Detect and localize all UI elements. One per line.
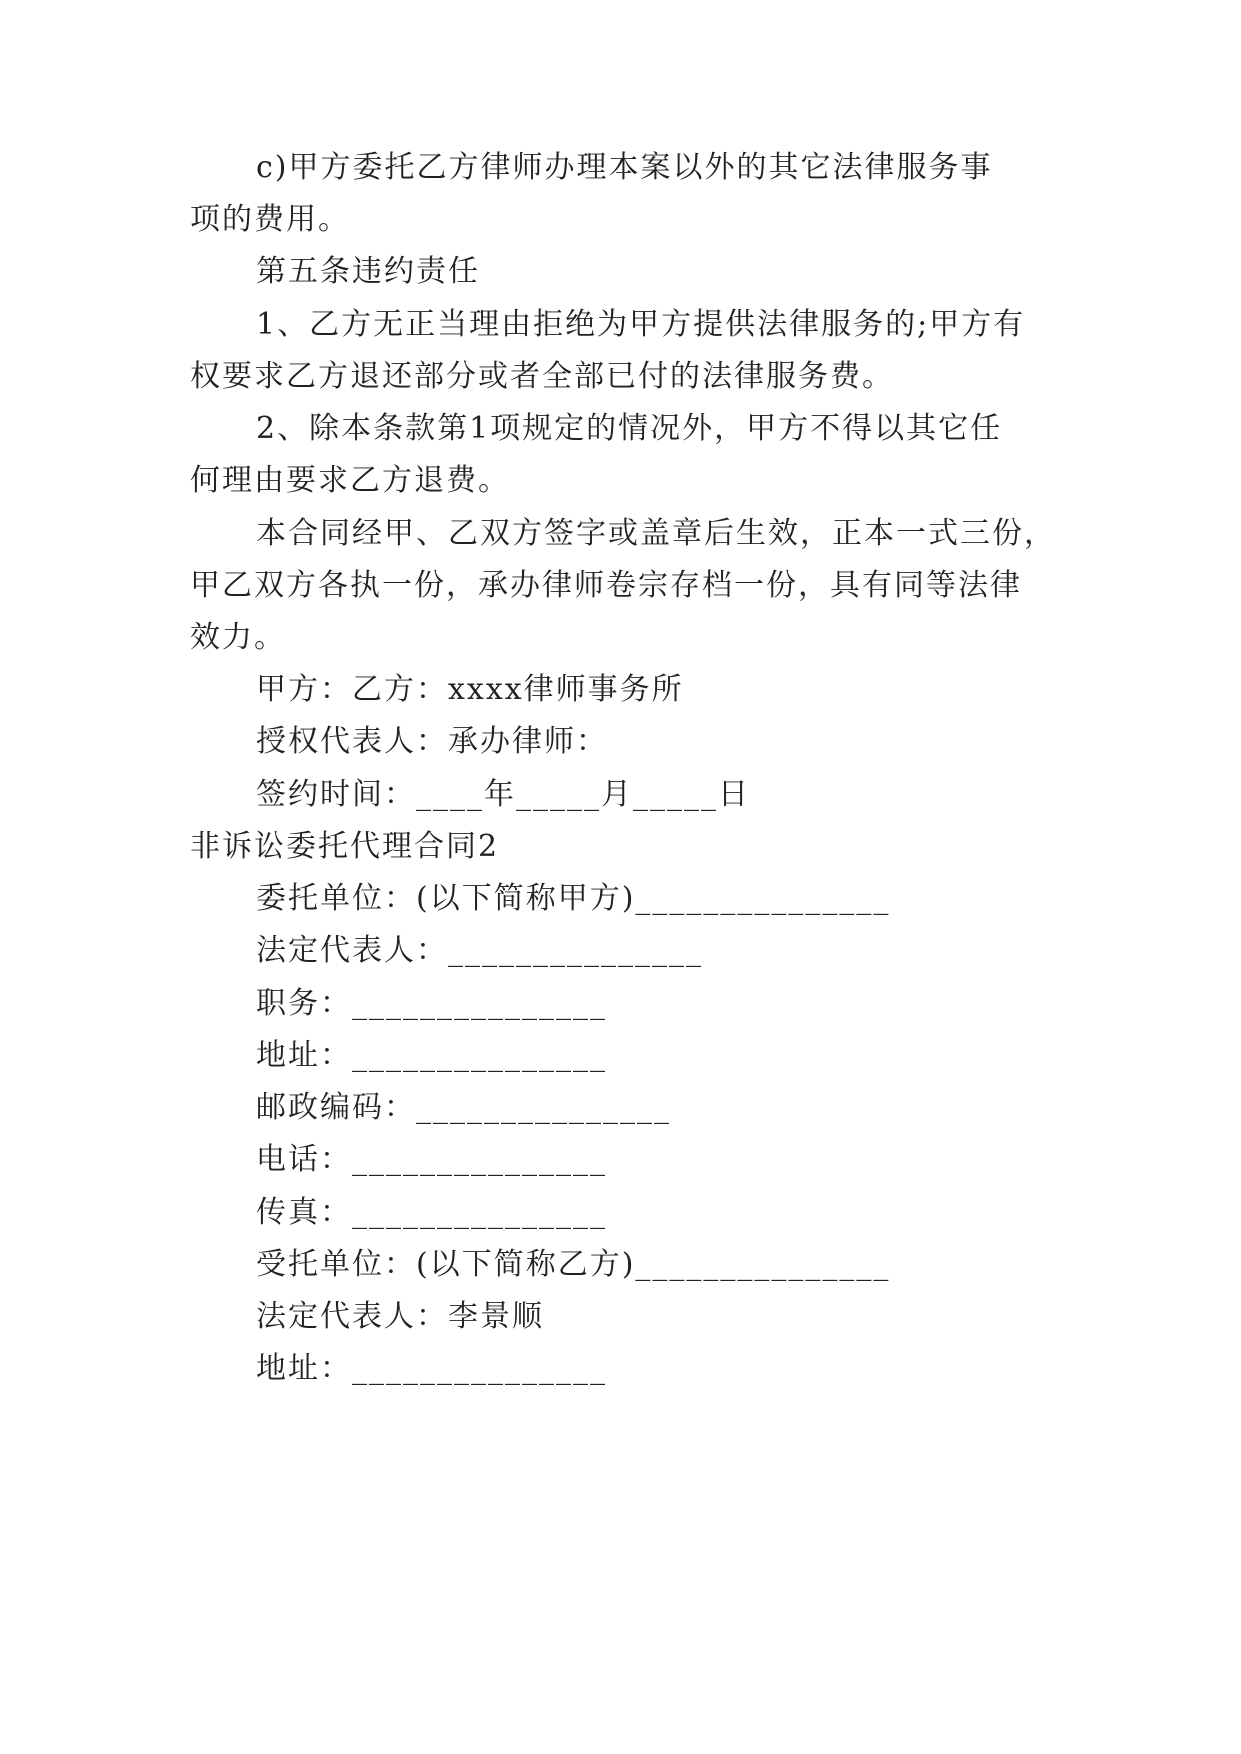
effect-clause-line-1: 本合同经甲、乙双方签字或盖章后生效，正本一式三份， [256,516,1056,551]
clause-c-line-2: 项的费用。 [190,202,350,237]
signing-date: 签约时间：____年_____月_____日 [256,777,750,812]
agent-address-field: 地址：_______________ [256,1351,607,1386]
effect-clause-line-3: 效力。 [190,620,286,655]
article-5-heading: 第五条违约责任 [256,254,480,289]
effect-clause-line-2: 甲乙双方各执一份，承办律师卷宗存档一份，具有同等法律 [190,568,1022,603]
article-5-item-2-line-2: 何理由要求乙方退费。 [190,463,510,498]
article-5-item-2-line-1: 2、除本条款第1项规定的情况外，甲方不得以其它任 [256,411,1003,446]
agent-legal-rep-field: 法定代表人：李景顺 [256,1299,544,1334]
principal-address-field: 地址：_______________ [256,1038,607,1073]
signature-representatives: 授权代表人：承办律师： [256,724,608,759]
principal-fax-field: 传真：_______________ [256,1195,607,1230]
signature-parties: 甲方：乙方：xxxx律师事务所 [256,672,684,707]
clause-c-line-1: c)甲方委托乙方律师办理本案以外的其它法律服务事 [256,150,993,185]
article-5-item-1-line-2: 权要求乙方退还部分或者全部已付的法律服务费。 [190,359,894,394]
principal-position-field: 职务：_______________ [256,986,607,1021]
principal-postcode-field: 邮政编码：_______________ [256,1090,671,1125]
contract-2-title: 非诉讼委托代理合同2 [190,829,500,864]
principal-legal-rep-field: 法定代表人：_______________ [256,933,703,968]
agent-unit-field: 受托单位：(以下简称乙方)_______________ [256,1247,891,1282]
principal-phone-field: 电话：_______________ [256,1142,607,1177]
principal-unit-field: 委托单位：(以下简称甲方)_______________ [256,881,891,916]
article-5-item-1-line-1: 1、乙方无正当理由拒绝为甲方提供法律服务的;甲方有 [256,307,1026,342]
